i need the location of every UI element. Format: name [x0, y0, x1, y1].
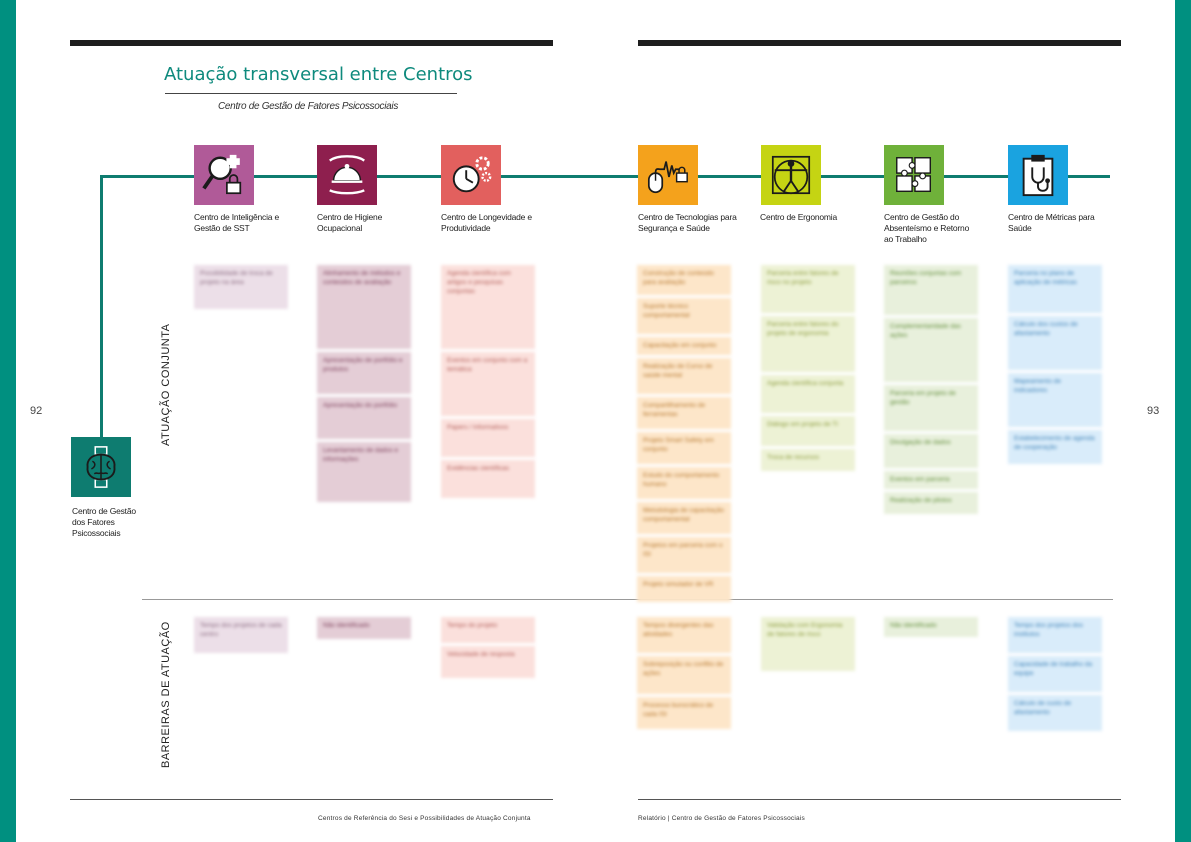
joint-card: Diálogo em projeto de TI: [761, 416, 855, 446]
joint-card: Estudo do comportamento humano: [637, 467, 731, 499]
center-label-3: Centro de Longevidade e Produtividade: [441, 212, 532, 233]
barrier-card: Tempo do projeto: [441, 617, 535, 643]
joint-card: Mapeamento de indicadores: [1008, 373, 1102, 427]
vitruvian-man-icon: [768, 152, 814, 198]
page-number-right: 93: [1147, 405, 1160, 417]
joint-card: Projeto Smart Safety em conjunto: [637, 432, 731, 464]
barrier-card: Cálculo de custo de afastamento: [1008, 695, 1102, 731]
joint-card: Complementaridade das ações: [884, 318, 978, 382]
page-number-left: 92: [30, 405, 43, 417]
footer-right: Relatório | Centro de Gestão de Fatores Psicossociais: [638, 815, 805, 822]
puzzle-icon: [891, 152, 937, 198]
center-icon-box-5: [761, 145, 821, 205]
barrier-card: Velocidade de resposta: [441, 646, 535, 678]
center-label-4: Centro de Tecnologias para Segurança e Saúde: [638, 212, 737, 233]
top-rule-left: [70, 40, 553, 46]
center-label-5: Centro de Ergonomia: [760, 212, 837, 222]
joint-card: Parceria em projeto de gestão: [884, 385, 978, 431]
center-label-7: Centro de Métricas para Saúde: [1008, 212, 1095, 233]
barrier-card: Sobreposição ou conflito de ações: [637, 656, 731, 694]
joint-card: Compartilhamento de ferramentas: [637, 397, 731, 429]
brain-icon: [78, 444, 124, 490]
bottom-rule-left: [70, 799, 553, 800]
root-center-label: Centro de Gestão dos Fatores Psicossociais: [72, 506, 136, 538]
cloche-hands-icon: [324, 152, 370, 198]
footer-left: Centros de Referência do Sesi e Possibilidades de Atuação Conjunta: [318, 815, 531, 822]
joint-card: Construção de conteúdo para avaliação: [637, 265, 731, 295]
joint-card: Apresentação de portfólio e produtos: [317, 352, 411, 394]
center-label-6: Centro de Gestão do Absenteísmo e Retorno ao Trabalho: [884, 212, 970, 244]
clock-gears-icon: [448, 152, 494, 198]
row-label-barriers: BARREIRAS DE ATUAÇÃO: [160, 621, 172, 768]
barrier-card: Tempos divergentes das atividades: [637, 617, 731, 653]
joint-card: Projetos em parceria com o ISI: [637, 537, 731, 573]
joint-card: Parceria entre fatores do projeto de ergonomia: [761, 316, 855, 372]
vertical-connector: [100, 175, 103, 440]
center-icon-box-7: [1008, 145, 1068, 205]
joint-card: Eventos em parceria: [884, 471, 978, 489]
joint-card: Cálculo dos custos de afastamento: [1008, 316, 1102, 370]
root-center-icon-box: [71, 437, 131, 497]
joint-card: Alinhamento de métodos e conteúdos de avaliação: [317, 265, 411, 349]
joint-card: Possibilidade de troca de projeto na área: [194, 265, 288, 309]
barrier-card: Não identificado: [317, 617, 411, 639]
joint-card: Capacitação em conjunto: [637, 337, 731, 355]
joint-card: Reuniões conjuntas com parceiros: [884, 265, 978, 315]
clipboard-stethoscope-icon: [1015, 152, 1061, 198]
joint-card: Papers / Informativos: [441, 419, 535, 457]
barrier-card: Validação com Ergonomia de fatores de risco: [761, 617, 855, 671]
magnifier-lock-icon: [201, 152, 247, 198]
page-title: Atuação transversal entre Centros: [164, 64, 473, 85]
joint-card: Apresentação do portfólio: [317, 397, 411, 439]
page-subtitle: Centro de Gestão de Fatores Psicossociais: [218, 101, 399, 112]
bottom-rule-right: [638, 799, 1121, 800]
center-icon-box-4: [638, 145, 698, 205]
joint-card: Agenda científica conjunta: [761, 375, 855, 413]
joint-card: Agenda científica com artigos e pesquisas conjuntas: [441, 265, 535, 349]
section-divider: [142, 599, 1113, 600]
joint-card: Projeto simulador de VR: [637, 576, 731, 602]
joint-card: Realização de pilotos: [884, 492, 978, 514]
joint-card: Evidências científicas: [441, 460, 535, 498]
joint-card: Divulgação de dados: [884, 434, 978, 468]
row-label-joint: ATUAÇÃO CONJUNTA: [160, 323, 172, 446]
joint-card: Parceria no plano de aplicação de métricas: [1008, 265, 1102, 313]
barrier-card: Capacidade de trabalho da equipe: [1008, 656, 1102, 692]
center-icon-box-1: [194, 145, 254, 205]
top-rule-right: [638, 40, 1121, 46]
barrier-card: Tempo dos projetos dos institutos: [1008, 617, 1102, 653]
center-icon-box-3: [441, 145, 501, 205]
joint-card: Parceria entre fatores de risco no projeto: [761, 265, 855, 313]
joint-card: Levantamento de dados e informações: [317, 442, 411, 502]
joint-card: Troca de recursos: [761, 449, 855, 471]
barrier-card: Processo burocrático de cada ISI: [637, 697, 731, 729]
barrier-card: Tempo dos projetos de cada centro: [194, 617, 288, 653]
joint-card: Estabelecimento de agenda de cooperação: [1008, 430, 1102, 464]
left-side-band: [0, 0, 16, 842]
center-icon-box-2: [317, 145, 377, 205]
center-label-2: Centro de Higiene Ocupacional: [317, 212, 383, 233]
barrier-card: Não identificado: [884, 617, 978, 637]
joint-card: Eventos em conjunto com a temática: [441, 352, 535, 416]
center-label-1: Centro de Inteligência e Gestão de SST: [194, 212, 279, 233]
mouse-wave-lock-icon: [645, 152, 691, 198]
joint-card: Realização de Curso de saúde mental: [637, 358, 731, 394]
center-icon-box-6: [884, 145, 944, 205]
joint-card: Suporte técnico comportamental: [637, 298, 731, 334]
joint-card: Metodologia de capacitação comportamental: [637, 502, 731, 534]
right-side-band: [1175, 0, 1191, 842]
title-rule: [165, 93, 457, 94]
